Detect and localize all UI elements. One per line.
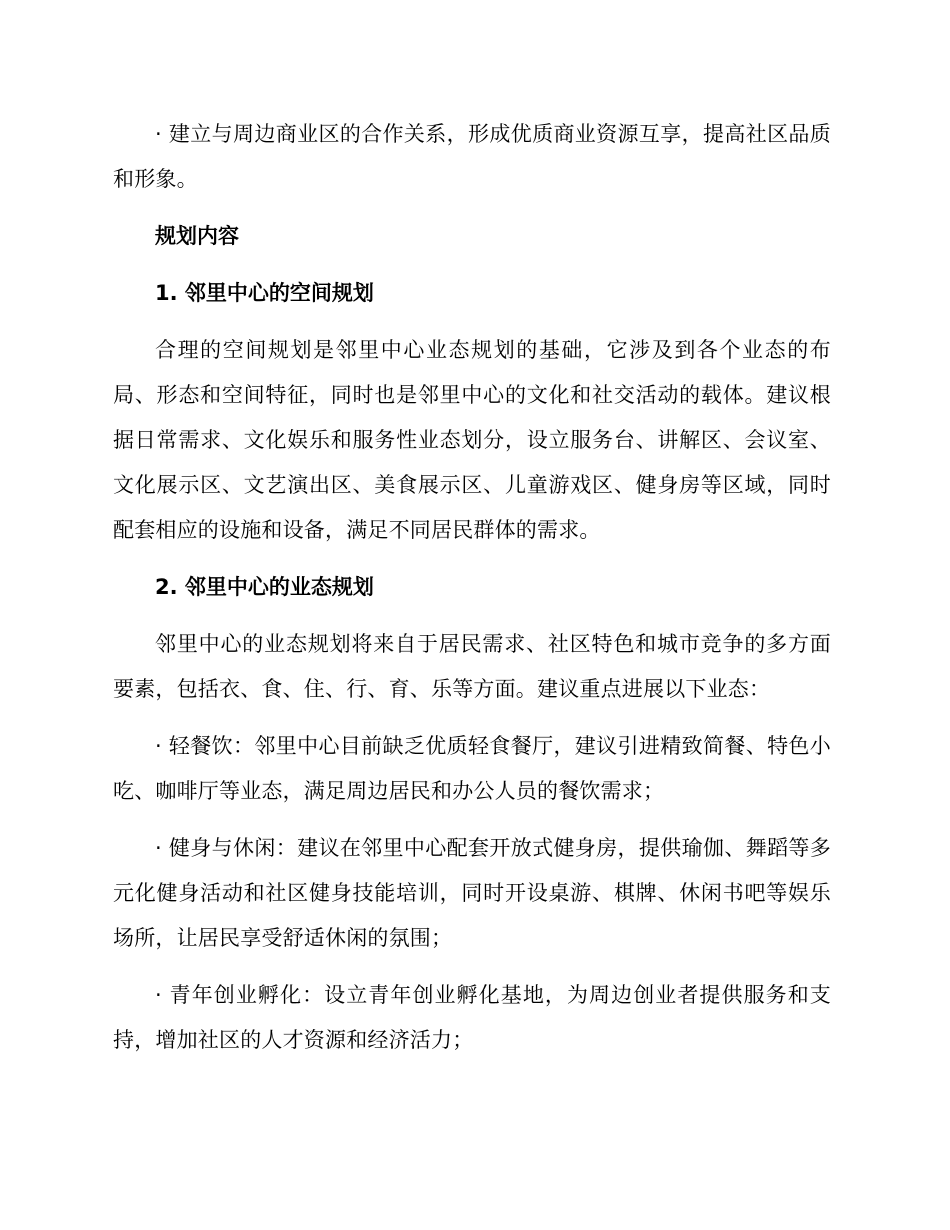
bullet-paragraph-light-dining: · 轻餐饮：邻里中心目前缺乏优质轻食餐厅，建议引进精致简餐、特色小吃、咖啡厅等业态，满足周边居民和办公人员的餐饮需求； (113, 734, 831, 803)
document-page (113, 112, 831, 1063)
section-heading-planning-content: 规划内容 (155, 224, 239, 248)
heading-space-planning: 1. 邻里中心的空间规划 (155, 281, 374, 305)
bullet-paragraph-fitness-leisure: · 健身与休闲：建议在邻里中心配套开放式健身房，提供瑜伽、舞蹈等多元化健身活动和社区健身技能培训，同时开设桌游、棋牌、休闲书吧等娱乐场所，让居民享受舒适休闲的氛围； (113, 836, 831, 950)
bullet-paragraph-business-cooperation: · 建立与周边商业区的合作关系，形成优质商业资源互享，提高社区品质和形象。 (113, 122, 831, 191)
heading-business-planning: 2. 邻里中心的业态规划 (155, 575, 374, 599)
bullet-paragraph-youth-incubation: · 青年创业孵化：设立青年创业孵化基地，为周边创业者提供服务和支持，增加社区的人才资源和经济活力； (113, 983, 831, 1052)
paragraph-business-planning: 邻里中心的业态规划将来自于居民需求、社区特色和城市竞争的多方面要素，包括衣、食、住、行、育、乐等方面。建议重点进展以下业态： (113, 632, 831, 701)
paragraph-space-planning: 合理的空间规划是邻里中心业态规划的基础，它涉及到各个业态的布局、形态和空间特征，同时也是邻里中心的文化和社交活动的载体。建议根据日常需求、文化娱乐和服务性业态划分，设立服务台、讲解区、会议室、文化展示区、文艺演出区、美食展示区、儿童游戏区、健身房等区域，同时配套相应的设施和设备，满足不同居民群体的需求。 (113, 338, 831, 542)
